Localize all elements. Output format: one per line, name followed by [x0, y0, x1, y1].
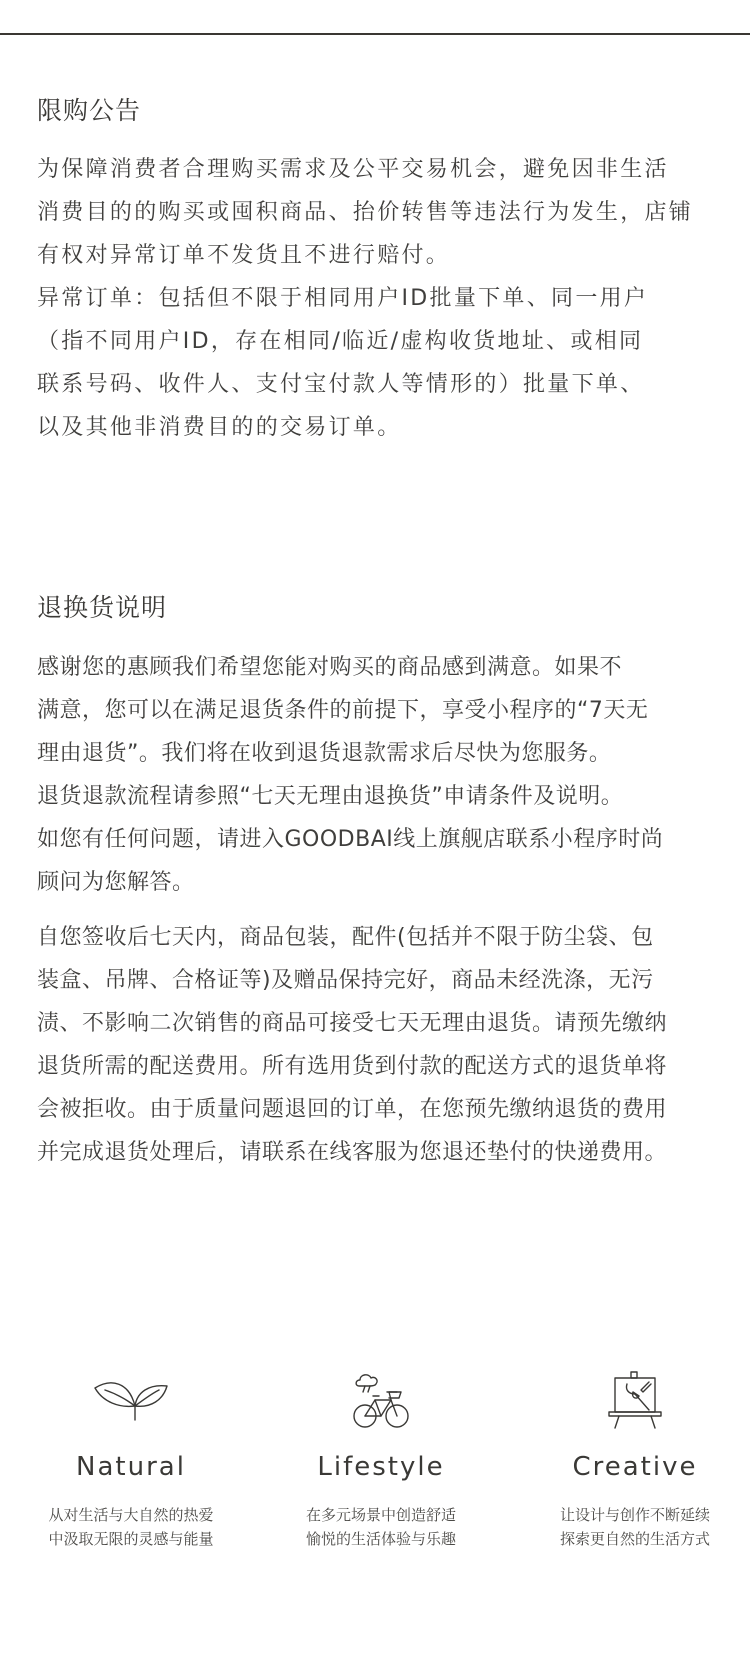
- returns-line: 会被拒收。由于质量问题退回的订单，在您预先缴纳退货的费用: [37, 1097, 668, 1122]
- returns-paragraph-2: [37, 916, 717, 1174]
- leaf-icon: [91, 1370, 171, 1426]
- returns-line: 满意，您可以在满足退货条件的前提下，享受小程序的“7天无: [37, 698, 649, 723]
- returns-line: 装盒、吊牌、合格证等)及赠品保持完好，商品未经洗涤，无污: [37, 968, 654, 993]
- notice-line: 消费目的的购买或囤积商品、抬价转售等违法行为发生，店铺: [37, 200, 694, 225]
- feature-label: Creative: [572, 1452, 698, 1482]
- returns-line: 渍、不影响二次销售的商品可接受七天无理由退货。请预先缴纳: [37, 1011, 668, 1036]
- returns-line: 顾问为您解答。: [37, 870, 195, 895]
- feature-desc-line: 愉悦的生活体验与乐趣: [305, 1530, 456, 1548]
- returns-line: 退货退款流程请参照“七天无理由退换货”申请条件及说明。: [37, 784, 624, 809]
- returns-line: 自您签收后七天内，商品包装，配件(包括并不限于防尘袋、包: [37, 925, 654, 950]
- returns-line: 理由退货”。我们将在收到退货退款需求后尽快为您服务。: [37, 741, 612, 766]
- notice-title: 限购公告: [37, 96, 142, 125]
- feature-label: Natural: [76, 1452, 186, 1482]
- returns-title: 退换货说明: [37, 593, 168, 622]
- notice-body: [37, 148, 717, 449]
- notice-line: 以及其他非消费目的的交易订单。: [37, 415, 402, 440]
- easel-icon: [607, 1370, 663, 1432]
- returns-paragraph-1: [37, 646, 717, 904]
- feature-desc-line: 在多元场景中创造舒适: [305, 1506, 456, 1524]
- top-divider: [0, 33, 750, 35]
- feature-desc-line: 探索更自然的生活方式: [559, 1530, 710, 1548]
- feature-description: [261, 1503, 501, 1551]
- returns-line: 感谢您的惠顾我们希望您能对购买的商品感到满意。如果不: [37, 655, 623, 680]
- feature-desc-line: 中汲取无限的灵感与能量: [48, 1530, 214, 1548]
- feature-description: [515, 1503, 750, 1551]
- feature-description: [11, 1503, 251, 1551]
- feature-label: Lifestyle: [317, 1452, 445, 1482]
- notice-line: 联系号码、收件人、支付宝付款人等情形的）批量下单、: [37, 372, 645, 397]
- purchase-limit-notice: [37, 96, 717, 449]
- returns-line: 并完成退货处理后，请联系在线客服为您退还垫付的快递费用。: [37, 1140, 668, 1165]
- notice-line: 有权对异常订单不发货且不进行赔付。: [37, 243, 451, 268]
- returns-line: 退货所需的配送费用。所有选用货到付款的配送方式的退货单将: [37, 1054, 668, 1079]
- bicycle-icon: [351, 1370, 411, 1432]
- return-policy-section: [37, 593, 717, 1174]
- notice-line: （指不同用户ID，存在相同/临近/虚构收货地址、或相同: [37, 329, 644, 354]
- feature-desc-line: 从对生活与大自然的热爱: [48, 1506, 214, 1524]
- notice-line: 为保障消费者合理购买需求及公平交易机会，避免因非生活: [37, 157, 669, 182]
- feature-desc-line: 让设计与创作不断延续: [559, 1506, 710, 1524]
- notice-line: 异常订单：包括但不限于相同用户ID批量下单、同一用户: [37, 286, 649, 311]
- returns-line: 如您有任何问题，请进入GOODBAI线上旗舰店联系小程序时尚: [37, 827, 664, 852]
